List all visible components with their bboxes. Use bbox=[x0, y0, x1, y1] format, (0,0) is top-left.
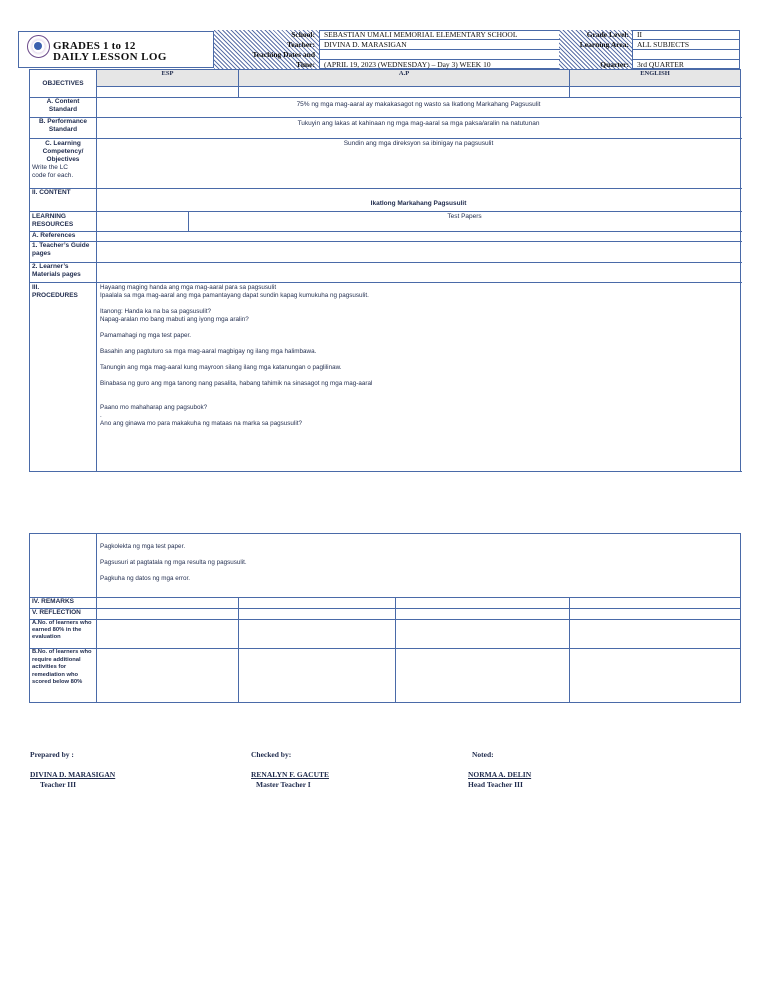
procedure-line: Tanungin ang mga mag-aaral kung mayroon silang ilang mga katanungan o paglilinaw. bbox=[100, 364, 342, 371]
procedure-line: Ipaalala sa mga mag-aaral ang mga pamantayang dapat sundin kapag kumukuha ng pagsusulit. bbox=[100, 292, 369, 299]
content-label: II. CONTENT bbox=[30, 189, 97, 212]
procedure-line bbox=[100, 388, 738, 396]
lesson-log-table-continued bbox=[29, 533, 741, 703]
performance-standard-label: B. Performance Standard bbox=[30, 118, 97, 139]
column-english: ENGLISH bbox=[570, 70, 741, 87]
procedure-line: Binabasa ng guro ang mga tanong nang pasalita, habang tahimik na sinasagot ng mga mag-aaral bbox=[100, 380, 373, 387]
divider bbox=[319, 49, 560, 50]
grade-label: Grade Level: bbox=[586, 30, 629, 39]
performance-standard-value: Tukuyin ang lakas at kahinaan ng mga mag-aaral sa mga paksa/aralin na natutunan bbox=[97, 118, 741, 139]
resources-value: Test Papers bbox=[189, 212, 741, 232]
reflection-label: V. REFLECTION bbox=[30, 609, 97, 620]
noted-by-label: Noted: bbox=[472, 750, 494, 759]
procedures-label: III. PROCEDURES bbox=[30, 283, 97, 472]
lm-pages-label: 2. Learner’s Materials pages bbox=[30, 263, 97, 283]
tg-pages-label: 1. Teacher’s Guide pages bbox=[30, 242, 97, 263]
prepared-by-label: Prepared by : bbox=[30, 750, 74, 759]
objectives-label: OBJECTIVES bbox=[30, 70, 97, 98]
procedures-continued bbox=[97, 534, 741, 598]
resources-label: LEARNING RESOURCES bbox=[30, 212, 97, 232]
procedure-line: Ano ang ginawa mo para makakuha ng mataas na marka sa pagsusulit? bbox=[100, 420, 302, 427]
procedure-line: Napag-aralan mo bang mabuti ang iyong mga aralin? bbox=[100, 316, 249, 323]
content-standard-value: 75% ng mga mag-aaral ay makakasagot ng wasto sa Ikatlong Markahang Pagsusulit bbox=[97, 98, 741, 118]
remediation-label: B.No. of learners who require additional activities for remediation who scored below 80% bbox=[30, 649, 97, 703]
procedure-line: Hayaang maging handa ang mga mag-aaral para sa pagsusulit bbox=[100, 284, 277, 291]
prepared-by-position: Teacher III bbox=[40, 780, 77, 789]
checked-by-label: Checked by: bbox=[251, 750, 292, 759]
school-label: School: bbox=[291, 30, 315, 39]
procedure-line bbox=[100, 567, 738, 575]
deped-seal-icon bbox=[27, 35, 50, 58]
quarter-label: Quarter: bbox=[600, 60, 629, 69]
procedure-line bbox=[100, 372, 738, 380]
procedure-line bbox=[100, 340, 738, 348]
area-label: Learning Area: bbox=[579, 40, 629, 49]
checked-by-position: Master Teacher I bbox=[256, 780, 311, 789]
grade-value: II bbox=[637, 30, 642, 39]
procedure-line: Pagsusuri at pagtatala ng mga resulta ng pagsusulit. bbox=[100, 559, 247, 566]
procedure-line bbox=[100, 356, 738, 364]
remarks-label: IV. REMARKS bbox=[30, 598, 97, 609]
eval-label: A.No. of learners who earned 80% in the evaluation bbox=[30, 620, 97, 649]
content-standard-label: A. Content Standard bbox=[30, 98, 97, 118]
noted-by-position: Head Teacher III bbox=[468, 780, 523, 789]
header-title-line1: GRADES 1 to 12 bbox=[53, 40, 136, 52]
quarter-value: 3rd QUARTER bbox=[637, 60, 684, 69]
dates-value: (APRIL 19, 2023 (WEDNESDAY) – Day 3) WEEK 10 bbox=[324, 60, 491, 69]
procedure-line bbox=[100, 396, 738, 404]
procedure-line: Pagkolekta ng mga test paper. bbox=[100, 543, 186, 550]
procedure-line: Pagkuha ng datos ng mga error. bbox=[100, 575, 190, 582]
procedure-line: Basahin ang pagtuturo sa mga mag-aaral magbigay ng ilang mga halimbawa. bbox=[100, 348, 317, 355]
noted-by-name: NORMA A. DELIN bbox=[468, 770, 532, 779]
procedure-line bbox=[100, 300, 738, 308]
references-label: A. References bbox=[30, 232, 97, 242]
teacher-label: Teacher: bbox=[286, 40, 315, 49]
checked-by-name: RENALYN F. GACUTE bbox=[251, 770, 330, 779]
content-value: Ikatlong Markahang Pagsusulit bbox=[97, 189, 741, 212]
teacher-value: DIVINA D. MARASIGAN bbox=[324, 40, 407, 49]
dates-label-1: Teaching Dates and bbox=[252, 50, 315, 59]
dates-label-2: Time: bbox=[295, 60, 315, 69]
column-ap: A.P bbox=[239, 70, 570, 87]
procedure-line: Itanong: Handa ka na ba sa pagsusulit? bbox=[100, 308, 211, 315]
procedure-line: Paano mo mahaharap ang pagsubok? bbox=[100, 404, 208, 411]
prepared-by-name: DIVINA D. MARASIGAN bbox=[30, 770, 116, 779]
competency-value: Sundin ang mga direksyon sa ibinigay na pagsusulit bbox=[97, 139, 741, 189]
procedure-line: . bbox=[100, 412, 102, 419]
column-esp: ESP bbox=[97, 70, 239, 87]
procedure-line: Pamamahagi ng mga test paper. bbox=[100, 332, 192, 339]
lesson-log-table bbox=[29, 69, 741, 472]
competency-label: C. Learning Competency/ Objectives Write the LC code for each. bbox=[30, 139, 97, 189]
procedure-line bbox=[100, 551, 738, 559]
area-value: ALL SUBJECTS bbox=[637, 40, 690, 49]
divider bbox=[632, 49, 740, 50]
school-value: SEBASTIAN UMALI MEMORIAL ELEMENTARY SCHOOL bbox=[324, 30, 518, 39]
procedures-content bbox=[97, 283, 741, 472]
procedure-line bbox=[100, 324, 738, 332]
header-title-line2: DAILY LESSON LOG bbox=[53, 51, 167, 63]
